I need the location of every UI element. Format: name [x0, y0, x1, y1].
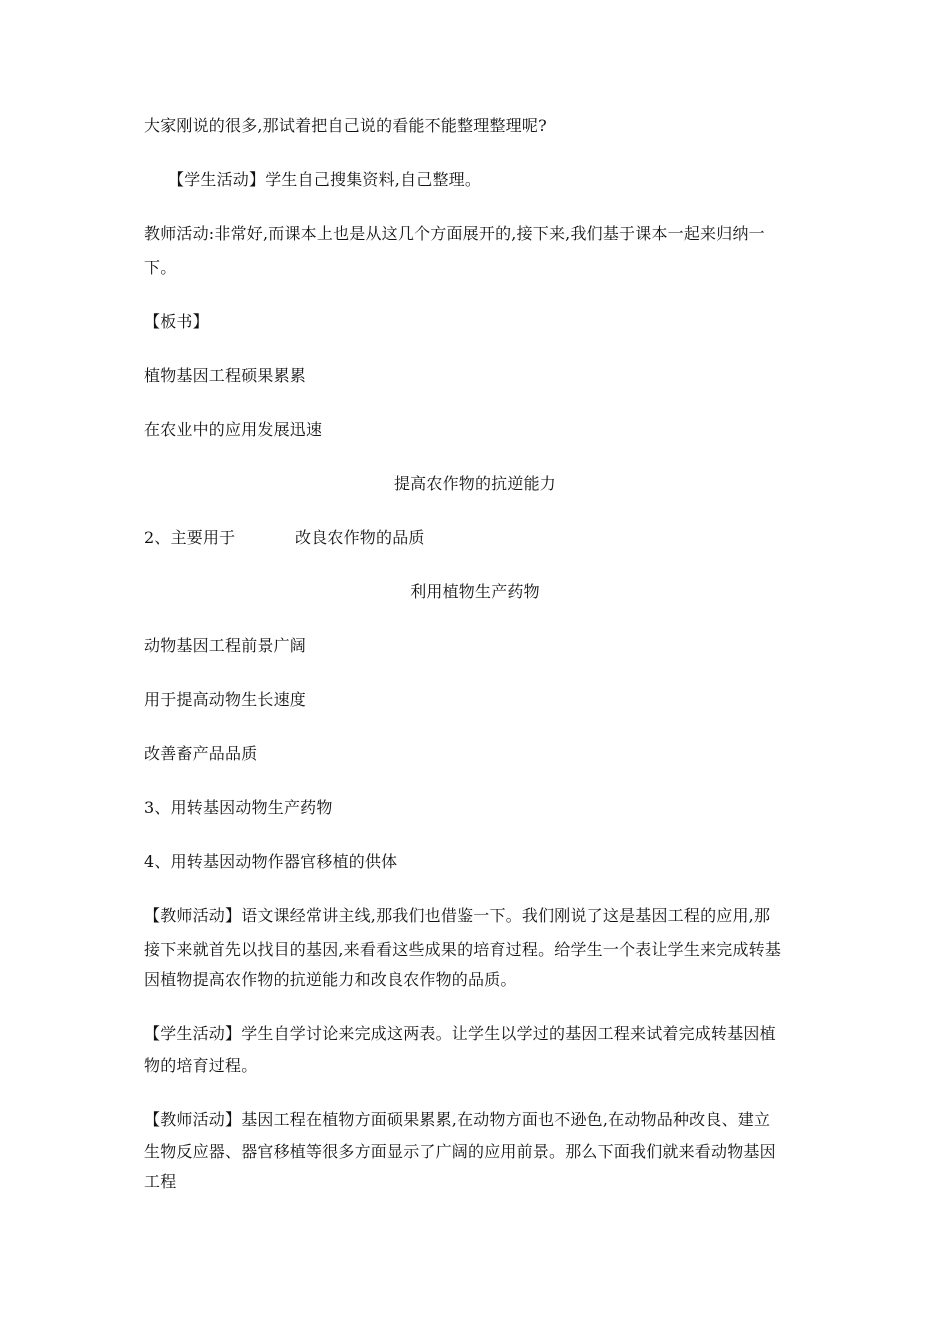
paragraph-student-activity-2-line2: 物的培育过程。	[144, 1056, 258, 1075]
paragraph-student-activity-2-line1: 【学生活动】学生自学讨论来完成这两表。让学生以学过的基因工程来试着完成转基因植	[144, 1024, 776, 1043]
paragraph-teacher-activity-2-line2: 接下来就首先以找目的基因,来看看这些成果的培育过程。给学生一个表让学生来完成转基	[144, 940, 782, 959]
board-item-product-quality: 改善畜产品品质	[144, 744, 258, 763]
paragraph-teacher-activity-3-line3: 工程	[144, 1172, 177, 1191]
paragraph-teacher-activity-1-line2: 下。	[144, 258, 177, 277]
board-sub-item-medicine: 利用植物生产药物	[410, 582, 540, 601]
paragraph-intro: 大家刚说的很多,那试着把自己说的看能不能整理整理呢?	[144, 116, 547, 135]
board-item-plant: 植物基因工程硕果累累	[144, 366, 307, 385]
paragraph-teacher-activity-3-line1: 【教师活动】基因工程在植物方面硕果累累,在动物方面也不逊色,在动物品种改良、建立	[144, 1110, 771, 1129]
paragraph-student-activity-1: 【学生活动】学生自己搜集资料,自己整理。	[168, 170, 482, 189]
board-item-4: 4、用转基因动物作器官移植的供体	[144, 852, 398, 871]
board-sub-item-stress: 提高农作物的抗逆能力	[393, 474, 556, 493]
board-sub-item-quality: 改良农作物的品质	[295, 528, 425, 547]
board-item-animal: 动物基因工程前景广阔	[144, 636, 307, 655]
board-item-agriculture: 在农业中的应用发展迅速	[144, 420, 323, 439]
board-item-3: 3、用转基因动物生产药物	[144, 798, 333, 817]
board-heading: 【板书】	[144, 312, 209, 331]
paragraph-teacher-activity-3-line2: 生物反应器、器官移植等很多方面显示了广阔的应用前景。那么下面我们就来看动物基因	[144, 1142, 776, 1161]
paragraph-teacher-activity-1-line1: 教师活动:非常好,而课本上也是从这几个方面展开的,接下来,我们基于课本一起来归纳一	[144, 224, 765, 243]
board-item-growth: 用于提高动物生长速度	[144, 690, 307, 709]
board-item-2-lead: 2、主要用于	[144, 528, 236, 547]
paragraph-teacher-activity-2-line1: 【教师活动】语文课经常讲主线,那我们也借鉴一下。我们刚说了这是基因工程的应用,那	[144, 906, 771, 925]
paragraph-teacher-activity-2-line3: 因植物提高农作物的抗逆能力和改良农作物的品质。	[144, 970, 517, 989]
